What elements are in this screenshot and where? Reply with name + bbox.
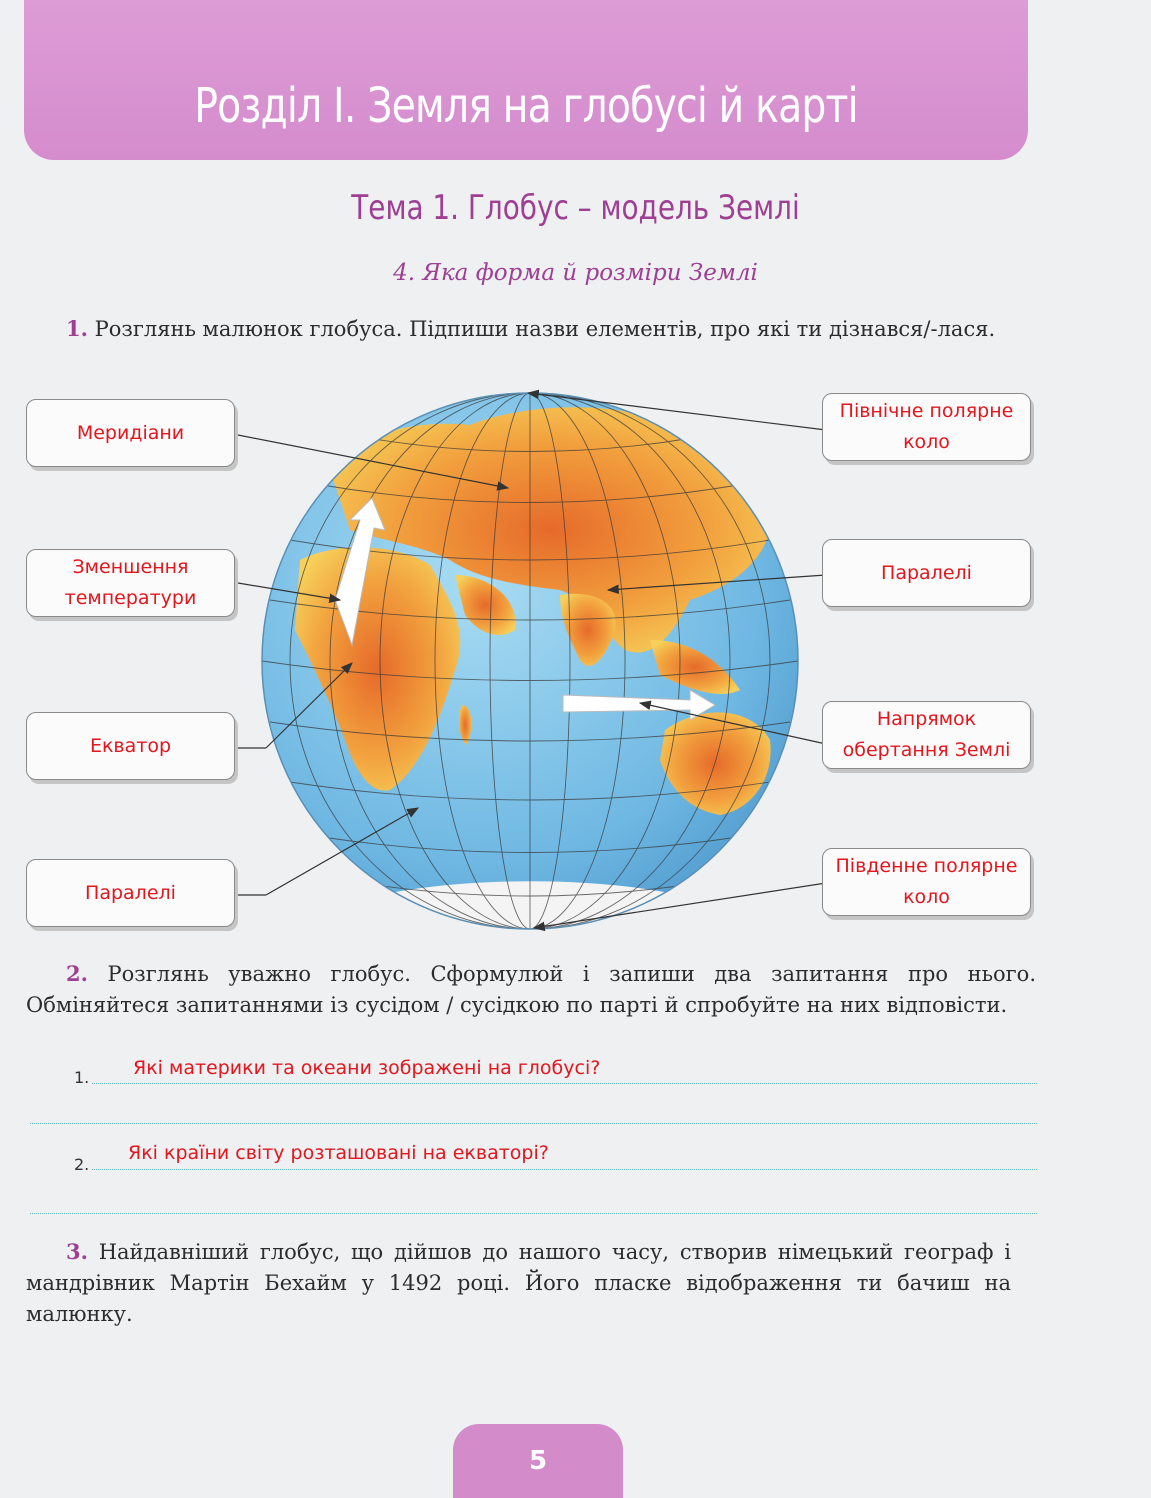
task-1-text: Розглянь малюнок глобуса. Підпиши назви елементів, про які ти дізнався/-лася. bbox=[94, 317, 996, 341]
answer-2-number: 2. bbox=[74, 1155, 90, 1174]
task-3-number: 3. bbox=[66, 1239, 88, 1264]
task-2 bbox=[26, 958, 1036, 1021]
task-1-number: 1. bbox=[66, 316, 88, 341]
answer-2-text[interactable]: Які країни світу розташовані на екваторі? bbox=[128, 1142, 549, 1164]
label-temperature-decrease: Зменшення температури bbox=[26, 549, 235, 617]
answer-1-line-extra[interactable] bbox=[30, 1122, 1037, 1124]
task-2-number: 2. bbox=[66, 961, 88, 986]
label-meridians: Меридіани bbox=[26, 399, 235, 467]
topic-title: Тема 1. Глобус – модель Землі bbox=[351, 188, 800, 228]
page-number-tab bbox=[453, 1424, 623, 1498]
task-2-text: Розглянь уважно глобус. Сформулюй і запиши два запитання про нього. Обміняйтеся запитаннями із сусідом / сусідкою по парті й спробуйте на них відповісти. bbox=[26, 962, 1036, 1017]
answer-1-line[interactable] bbox=[92, 1082, 1037, 1084]
chapter-title: Розділ І. Земля на глобусі й карті bbox=[194, 78, 858, 134]
label-arctic-circle: Північне полярне коло bbox=[822, 393, 1031, 461]
answer-1-text[interactable]: Які материки та океани зображені на глобусі? bbox=[133, 1057, 601, 1079]
label-parallels-right: Паралелі bbox=[822, 539, 1031, 607]
label-antarctic-circle: Південне полярне коло bbox=[822, 848, 1031, 916]
page-number: 5 bbox=[528, 1446, 548, 1476]
label-rotation-direction: Напрямок обертання Землі bbox=[822, 701, 1031, 769]
answer-1-number: 1. bbox=[74, 1068, 90, 1087]
label-equator: Екватор bbox=[26, 712, 235, 780]
task-3-text: Найдавніший глобус, що дійшов до нашого часу, створив німецький географ і мандрівник Мартін Бехайм у 1492 році. Його пласке відображення ти бачиш на малюнку. bbox=[26, 1240, 1011, 1326]
subtopic-title: 4. Яка форма й розміри Землі bbox=[393, 260, 758, 286]
globe-body bbox=[262, 393, 798, 940]
answer-2-line-extra[interactable] bbox=[30, 1212, 1037, 1214]
label-parallels-left: Паралелі bbox=[26, 859, 235, 927]
answer-2-line[interactable] bbox=[92, 1168, 1037, 1170]
task-3 bbox=[26, 1236, 1011, 1330]
